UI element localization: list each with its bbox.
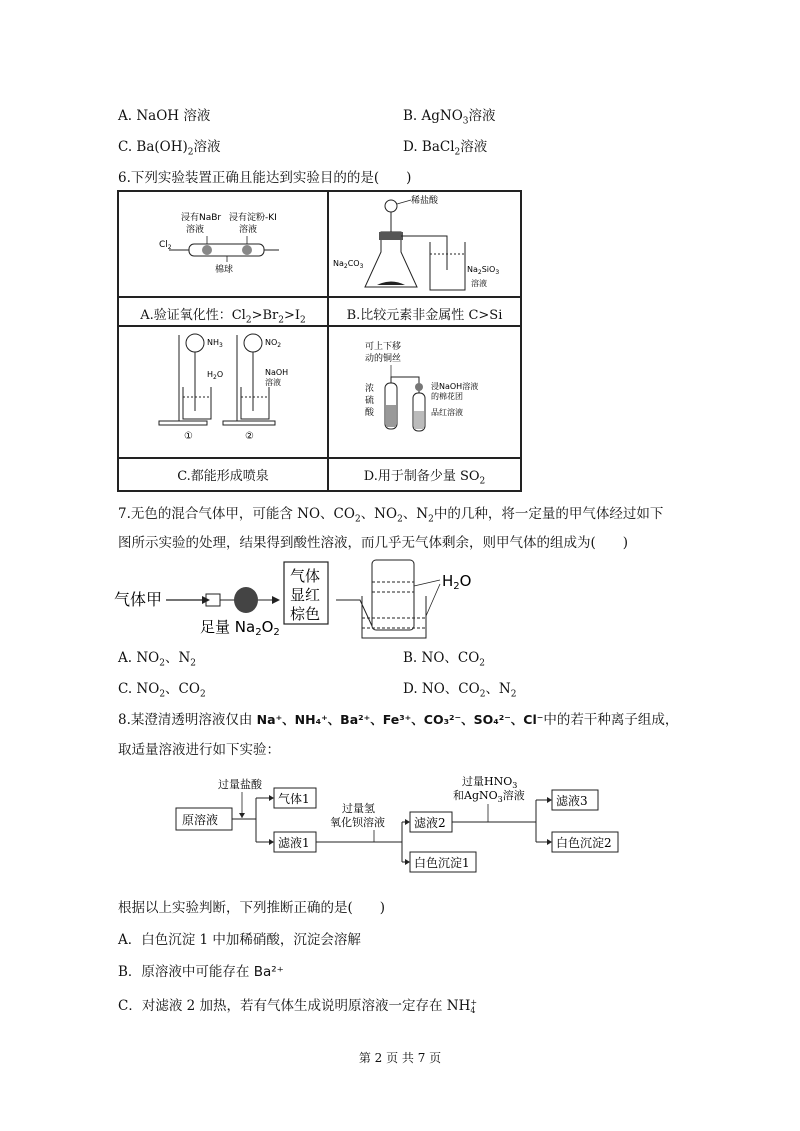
q6-apparatus-table [117, 190, 522, 492]
svg-text:酸: 酸 [365, 408, 375, 418]
svg-text:②: ② [245, 431, 254, 442]
svg-text:溶液: 溶液 [186, 225, 205, 235]
q7-option-b: B. NO、$CO_2$ [403, 650, 486, 669]
svg-text:过量HNO3: 过量$HNO_3$ [462, 775, 518, 790]
svg-text:氧化钡溶液: 氧化钡溶液 [330, 816, 385, 829]
svg-text:白色沉淀1: 白色沉淀1 [414, 856, 470, 870]
svg-text:Cl2: $Cl_2$ [159, 240, 172, 251]
svg-text:滤液3: 滤液3 [556, 794, 588, 808]
svg-text:棕色: 棕色 [290, 605, 321, 623]
svg-text:浸有淀粉-KI: 浸有淀粉-KI [229, 213, 277, 223]
svg-text:气体1: 气体1 [278, 792, 310, 806]
cell-b-caption: B.比较元素非金属性 C>Si [346, 308, 503, 323]
svg-text:足量 Na2O2: 足量 $Na_2O_2$ [200, 618, 280, 638]
svg-text:动的铜丝: 动的铜丝 [365, 354, 402, 364]
svg-text:过量氢: 过量氢 [342, 802, 375, 815]
svg-text:和AgNO3溶液: 和AgNO$_3$溶液 [453, 789, 525, 804]
q8-option-b: B．原溶液中可能存在 Ba²⁺ [118, 964, 284, 980]
svg-text:NO2: $NO_2$ [265, 338, 282, 349]
q7-stem-line2: 图所示实验的处理，结果得到酸性溶液，而几乎无气体剩余，则甲气体的组成为( ) [118, 535, 629, 551]
svg-text:Na2CO3: $Na_2CO_3$ [333, 259, 364, 270]
svg-text:溶液: 溶液 [265, 378, 281, 387]
cell-c-caption: C.都能形成喷泉 [177, 469, 269, 484]
fountain-apparatus-diagram [119, 327, 327, 457]
svg-text:NH3: $NH_3$ [207, 338, 223, 349]
q5-option-d: D. BaCl$_2$溶液 [403, 139, 488, 158]
svg-text:H2O: $H_2O$ [442, 572, 472, 592]
q5-option-a: A. NaOH 溶液 [118, 108, 211, 124]
svg-text:滤液2: 滤液2 [414, 816, 446, 830]
svg-text:显红: 显红 [290, 586, 321, 604]
cell-d-caption: D.用于制备少量 $SO_2$ [363, 469, 486, 487]
cell-c-divider [118, 457, 328, 459]
q6-stem: 6.下列实验装置正确且能达到实验目的的是( ) [118, 170, 412, 186]
q7-option-a: A. $NO_2$、$N_2$ [118, 650, 196, 669]
so2-apparatus-diagram [329, 327, 521, 457]
tube-apparatus-diagram [119, 192, 327, 297]
svg-text:①: ① [184, 431, 193, 442]
cell-a-divider [118, 296, 328, 298]
svg-text:品红溶液: 品红溶液 [431, 408, 463, 417]
svg-text:硫: 硫 [365, 396, 375, 406]
cell-a [118, 191, 328, 326]
q5-option-b: B. AgNO$_3$溶液 [403, 108, 496, 127]
cell-d-divider [328, 457, 521, 459]
svg-text:浸NaOH溶液: 浸NaOH溶液 [431, 382, 479, 391]
cell-d [328, 326, 521, 491]
q8-option-c: C．对滤液 2 加热，若有气体生成说明原溶液一定存在 NH + 4 [118, 997, 478, 1015]
svg-text:的棉花团: 的棉花团 [431, 392, 463, 401]
svg-text:气体甲: 气体甲 [114, 590, 163, 609]
svg-text:原溶液: 原溶液 [182, 813, 219, 827]
q8-stem-line1: 8.某澄清透明溶液仅由 Na⁺、NH₄⁺、Ba²⁺、Fe³⁺、CO₃²⁻、SO₄²⁻、Cl⁻中的若干种离子组成， [118, 712, 679, 728]
svg-text:H2O: $H_2O$ [207, 370, 224, 381]
flask-apparatus-diagram [329, 192, 521, 297]
q8-stem-line2: 取适量溶液进行如下实验： [118, 742, 280, 758]
q5-option-c: C. $Ba(OH)_2$溶液 [118, 139, 221, 158]
svg-text:稀盐酸: 稀盐酸 [411, 196, 439, 206]
svg-text:棉球: 棉球 [215, 265, 234, 275]
q7-option-c: C. $NO_2$、$CO_2$ [118, 681, 206, 700]
q7-apparatus-diagram [110, 556, 510, 646]
svg-text:溶液: 溶液 [471, 279, 487, 288]
cell-b-divider [328, 296, 521, 298]
q8-flowchart [170, 772, 630, 882]
svg-text:溶液: 溶液 [239, 225, 258, 235]
svg-text:滤液1: 滤液1 [278, 836, 310, 850]
svg-text:浸有NaBr: 浸有NaBr [181, 213, 222, 223]
page-footer: 第 2 页 共 7 页 [358, 1051, 442, 1065]
cell-a-caption: A.验证氧化性：$Cl_2>Br_2>I_2$ [140, 308, 306, 326]
svg-text:白色沉淀2: 白色沉淀2 [556, 836, 612, 850]
cell-b [328, 191, 521, 326]
svg-text:Na2SiO3: $Na_2SiO_3$ [467, 265, 500, 276]
svg-text:可上下移: 可上下移 [365, 342, 402, 352]
q7-stem-line1: 7.无色的混合气体甲，可能含 NO、$CO_2$、$NO_2$、$N_2$中的几种，将一定量的甲气体经过如下 [118, 506, 664, 525]
svg-text:浓: 浓 [365, 384, 375, 394]
q8-option-a: A．白色沉淀 1 中加稀硝酸，沉淀会溶解 [118, 932, 361, 948]
svg-text:气体: 气体 [290, 567, 321, 585]
cell-c [118, 326, 328, 491]
q8-question: 根据以上实验判断，下列推断正确的是( ) [118, 900, 386, 916]
svg-text:NaOH: NaOH [265, 368, 289, 377]
q7-option-d: D. NO、$CO_2$、$N_2$ [403, 681, 517, 700]
svg-text:过量盐酸: 过量盐酸 [218, 778, 262, 791]
